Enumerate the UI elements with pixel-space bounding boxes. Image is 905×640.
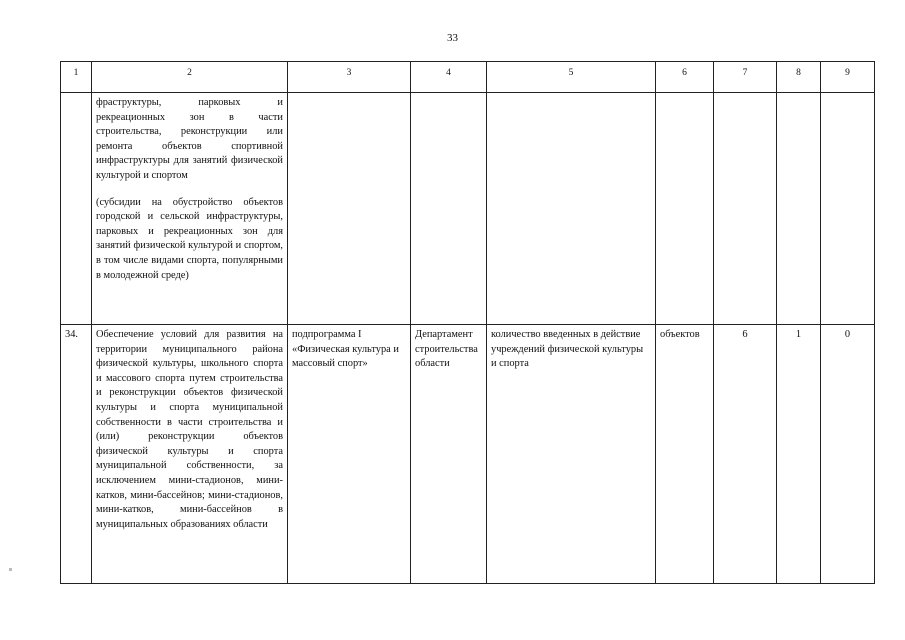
cell-description: Обеспечение условий для развития на территории муниципального района физической культуры, школьного спорта и массового спорта путем строительства и реконструкции объектов физической культуры и спорта муниципальной собственности в части строительства и (или) реконструкции объектов физической культуры и спорта муниципальной собственности, за исключением мини-стадионов, мини-катков, мини-бассейнов; мини-стадионов, мини-катков, мини-бассейнов в муниципальных образованиях области [92,325,288,584]
scan-artifact [9,568,12,571]
description-paragraph: фраструктуры, парковых и рекреационных зон в части строительства, реконструкции или ремонта объектов спортивной инфраструктуры для занятий физической культурой и спортом [96,97,283,181]
header-col-9: 9 [821,62,875,93]
header-col-6: 6 [656,62,714,93]
cell-col8: 1 [777,325,821,584]
cell-subprogram [288,93,411,325]
page-number: 33 [447,32,458,44]
header-col-8: 8 [777,62,821,93]
cell-executor [411,93,487,325]
cell-subprogram: подпрограмма I «Физическая культура и массовый спорт» [288,325,411,584]
cell-unit: объектов [656,325,714,584]
header-col-3: 3 [288,62,411,93]
cell-col7 [714,93,777,325]
cell-description [92,93,288,325]
cell-number: 34. [61,325,92,584]
cell-col8 [777,93,821,325]
cell-col9 [821,93,875,325]
header-col-1: 1 [61,62,92,93]
header-col-4: 4 [411,62,487,93]
cell-unit [656,93,714,325]
cell-col9: 0 [821,325,875,584]
header-row [61,62,875,93]
cell-col7: 6 [714,325,777,584]
cell-indicator [487,93,656,325]
cell-executor: Департамент строительства области [411,325,487,584]
table-row [61,93,875,325]
cell-number [61,93,92,325]
table-row [61,325,875,584]
description-paragraph: (субсидии на обустройство объектов городской и сельской инфраструктуры, парковых и рекреационных зон для занятий физической культурой и спортом, в том числе видами спорта, популярными в молодежной среде) [96,196,283,281]
header-col-5: 5 [487,62,656,93]
cell-indicator: количество введенных в действие учреждений физической культуры и спорта [487,325,656,584]
indicators-table [60,61,875,584]
header-col-2: 2 [92,62,288,93]
header-col-7: 7 [714,62,777,93]
